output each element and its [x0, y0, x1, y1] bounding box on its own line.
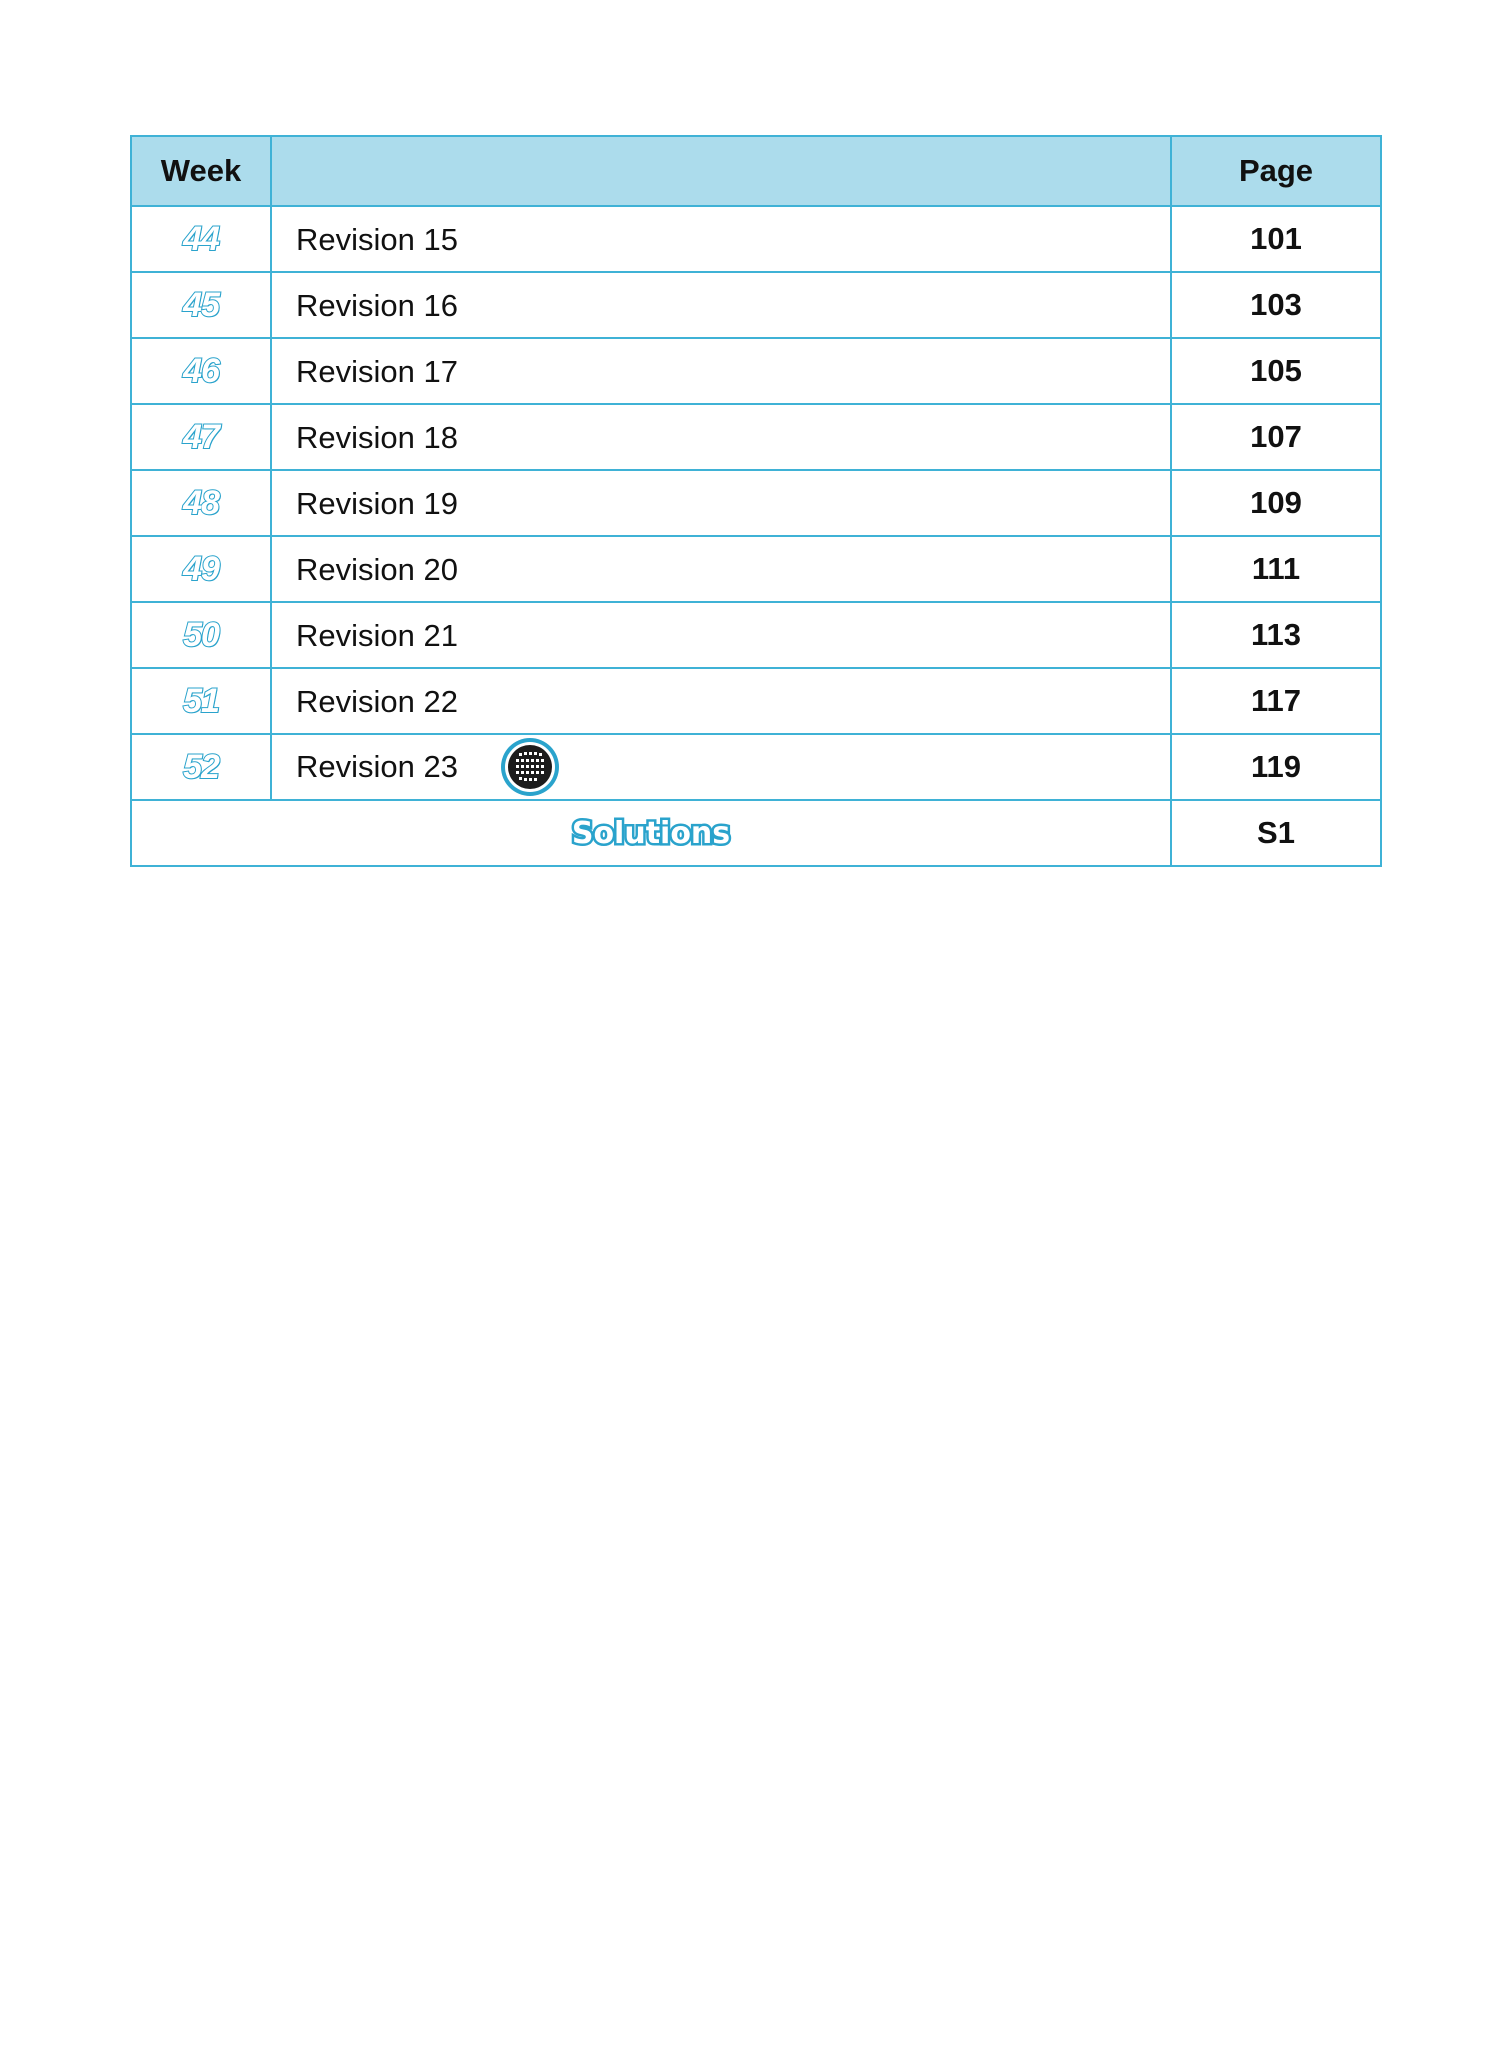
table-row — [131, 338, 1381, 404]
page-number: 105 — [1171, 338, 1381, 404]
page-number: 101 — [1171, 206, 1381, 272]
week-cell — [131, 206, 271, 272]
title-cell — [271, 734, 1171, 800]
week-number: 49 — [183, 549, 219, 588]
table-row — [131, 206, 1381, 272]
table-row — [131, 536, 1381, 602]
week-cell — [131, 734, 271, 800]
solutions-label: Solutions — [571, 815, 731, 851]
solutions-cell — [131, 800, 1171, 866]
title-cell — [271, 602, 1171, 668]
revision-title: Revision 18 — [296, 419, 458, 455]
page-header: Page — [1171, 136, 1381, 206]
page-number: 103 — [1171, 272, 1381, 338]
week-number: 46 — [183, 351, 219, 390]
week-cell — [131, 338, 271, 404]
week-number: 52 — [183, 747, 219, 786]
week-cell — [131, 536, 271, 602]
page-number: 109 — [1171, 470, 1381, 536]
week-cell — [131, 272, 271, 338]
revision-title: Revision 23 — [296, 749, 458, 784]
page-number: 111 — [1171, 536, 1381, 602]
table-row — [131, 470, 1381, 536]
table-row — [131, 404, 1381, 470]
week-cell — [131, 602, 271, 668]
title-cell — [271, 470, 1171, 536]
title-cell — [271, 404, 1171, 470]
solutions-row — [131, 800, 1381, 866]
title-header — [271, 136, 1171, 206]
week-number: 45 — [183, 285, 219, 324]
week-number: 51 — [183, 681, 219, 720]
title-cell — [271, 536, 1171, 602]
week-number: 47 — [183, 417, 219, 456]
revision-title: Revision 20 — [296, 551, 458, 587]
revision-title: Revision 19 — [296, 485, 458, 521]
contents-table — [130, 135, 1382, 867]
title-cell — [271, 338, 1171, 404]
week-cell — [131, 404, 271, 470]
header-row — [131, 136, 1381, 206]
table-row — [131, 602, 1381, 668]
table-row — [131, 272, 1381, 338]
week-cell — [131, 668, 271, 734]
solutions-page-number: S1 — [1171, 800, 1381, 866]
week-number: 50 — [183, 615, 219, 654]
page-number: 107 — [1171, 404, 1381, 470]
page-number: 117 — [1171, 668, 1381, 734]
calendar-badge-icon — [499, 736, 561, 798]
table-row — [131, 668, 1381, 734]
revision-title: Revision 16 — [296, 287, 458, 323]
page-number: 113 — [1171, 602, 1381, 668]
revision-title: Revision 22 — [296, 683, 458, 719]
week-cell — [131, 470, 271, 536]
week-number: 48 — [183, 483, 219, 522]
page-number: 119 — [1171, 734, 1381, 800]
table-row — [131, 734, 1381, 800]
title-cell — [271, 272, 1171, 338]
revision-title: Revision 15 — [296, 221, 458, 257]
week-header: Week — [131, 136, 271, 206]
revision-title: Revision 17 — [296, 353, 458, 389]
revision-title: Revision 21 — [296, 617, 458, 653]
title-cell — [271, 206, 1171, 272]
week-number: 44 — [183, 219, 219, 258]
title-cell — [271, 668, 1171, 734]
